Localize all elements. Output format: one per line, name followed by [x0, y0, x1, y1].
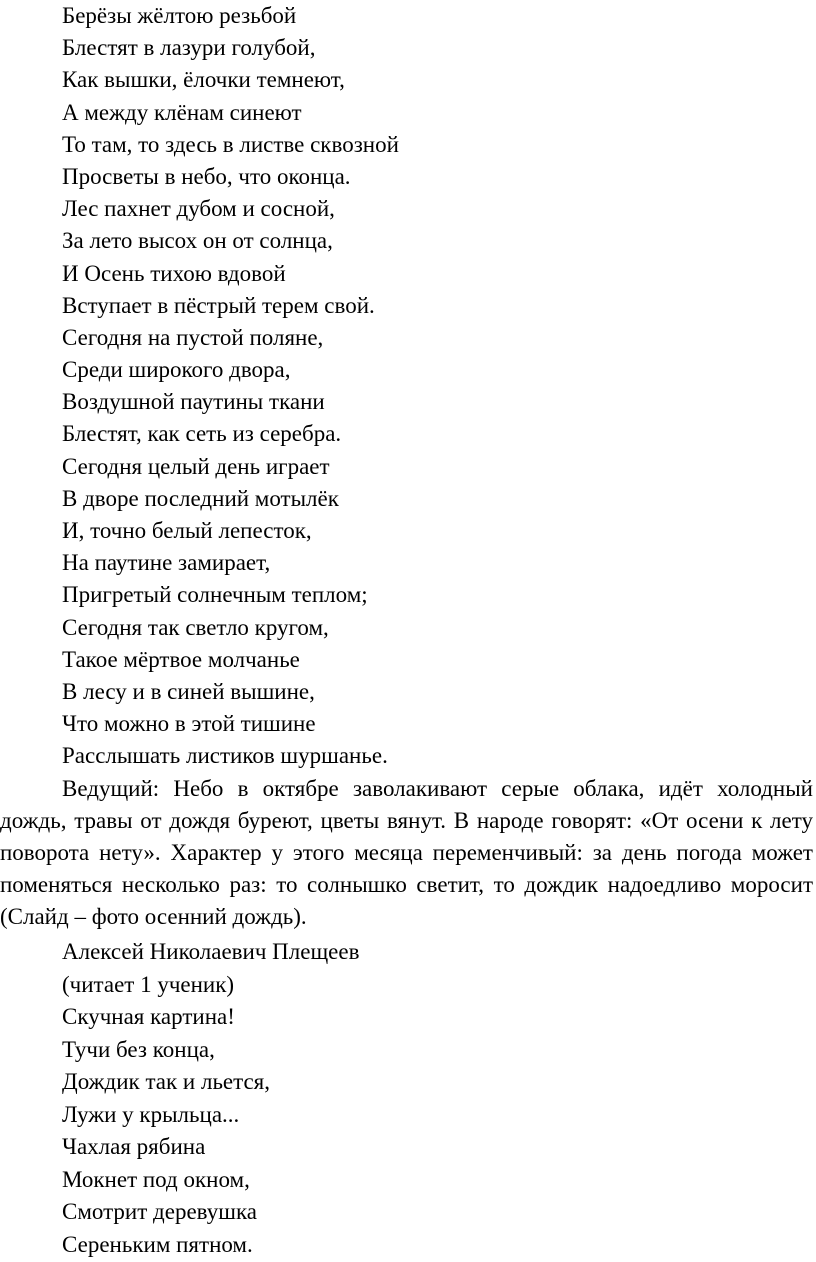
- poem-line: Лес пахнет дубом и сосной,: [62, 196, 335, 222]
- poem-line: Блестят в лазури голубой,: [62, 35, 316, 61]
- poem-line: Как вышки, ёлочки темнеют,: [62, 67, 345, 93]
- poem-line: Мокнет под окном,: [62, 1166, 250, 1192]
- poem-line: Чахлая рябина: [62, 1134, 206, 1159]
- poem-line: И Осень тихою вдовой: [62, 260, 286, 286]
- poem-1: [62, 0, 399, 773]
- poem-line: Такое мёртвое молчанье: [62, 646, 300, 672]
- poem-line: Просветы в небо, что оконца.: [62, 163, 351, 189]
- poem-line: Сегодня на пустой поляне,: [62, 324, 324, 350]
- poem-line: Сегодня целый день играет: [62, 453, 330, 479]
- poem-line: Среди широкого двора,: [62, 357, 291, 383]
- poem-line: Что можно в этой тишине: [62, 711, 316, 737]
- poem-line: А между клёнам синеют: [62, 99, 302, 125]
- poem-line: Воздушной паутины ткани: [62, 389, 325, 415]
- poem-line: В лесу и в синей вышине,: [62, 678, 315, 704]
- poem-line: Тучи без конца,: [62, 1036, 215, 1062]
- reader-note: (читает 1 ученик): [62, 971, 235, 997]
- poem-line: Лужи у крыльца...: [62, 1101, 240, 1127]
- poem-line: Дождик так и льется,: [62, 1069, 271, 1094]
- poem-line: Смотрит деревушка: [62, 1199, 257, 1224]
- poem-line: В дворе последний мотылёк: [62, 485, 339, 511]
- poem-2: [62, 936, 359, 1261]
- poem-author: Алексей Николаевич Плещеев: [62, 939, 360, 964]
- poem-line: Сереньким пятном.: [62, 1231, 253, 1257]
- poem-line: Берёзы жёлтою резьбой: [62, 3, 297, 28]
- narration-paragraph: Ведущий: Небо в октябре заволакивают серые облака, идёт холодный дождь, травы от дождя буреют, цветы вянут. В народе говорят: «От осени к лету поворота нету». Характер у этого месяца переменчивый: за день погода может поменяться несколько раз: то солнышко светит, то дождик надоедливо моросит (Слайд – фото осенний дождь).: [0, 776, 813, 929]
- poem-line: Пригретый солнечным теплом;: [62, 582, 368, 608]
- poem-line: То там, то здесь в листве сквозной: [62, 131, 399, 157]
- poem-line: На паутине замирает,: [62, 550, 271, 576]
- poem-line: Скучная картина!: [62, 1004, 235, 1029]
- poem-line: Блестят, как сеть из серебра.: [62, 421, 342, 447]
- poem-line: Вступает в пёстрый терем свой.: [62, 292, 375, 318]
- poem-line: И, точно белый лепесток,: [62, 518, 312, 543]
- poem-line: Сегодня так светло кругом,: [62, 614, 329, 640]
- poem-line: За лето высох он от солнца,: [62, 228, 333, 254]
- poem-line: Расслышать листиков шуршанье.: [62, 743, 388, 769]
